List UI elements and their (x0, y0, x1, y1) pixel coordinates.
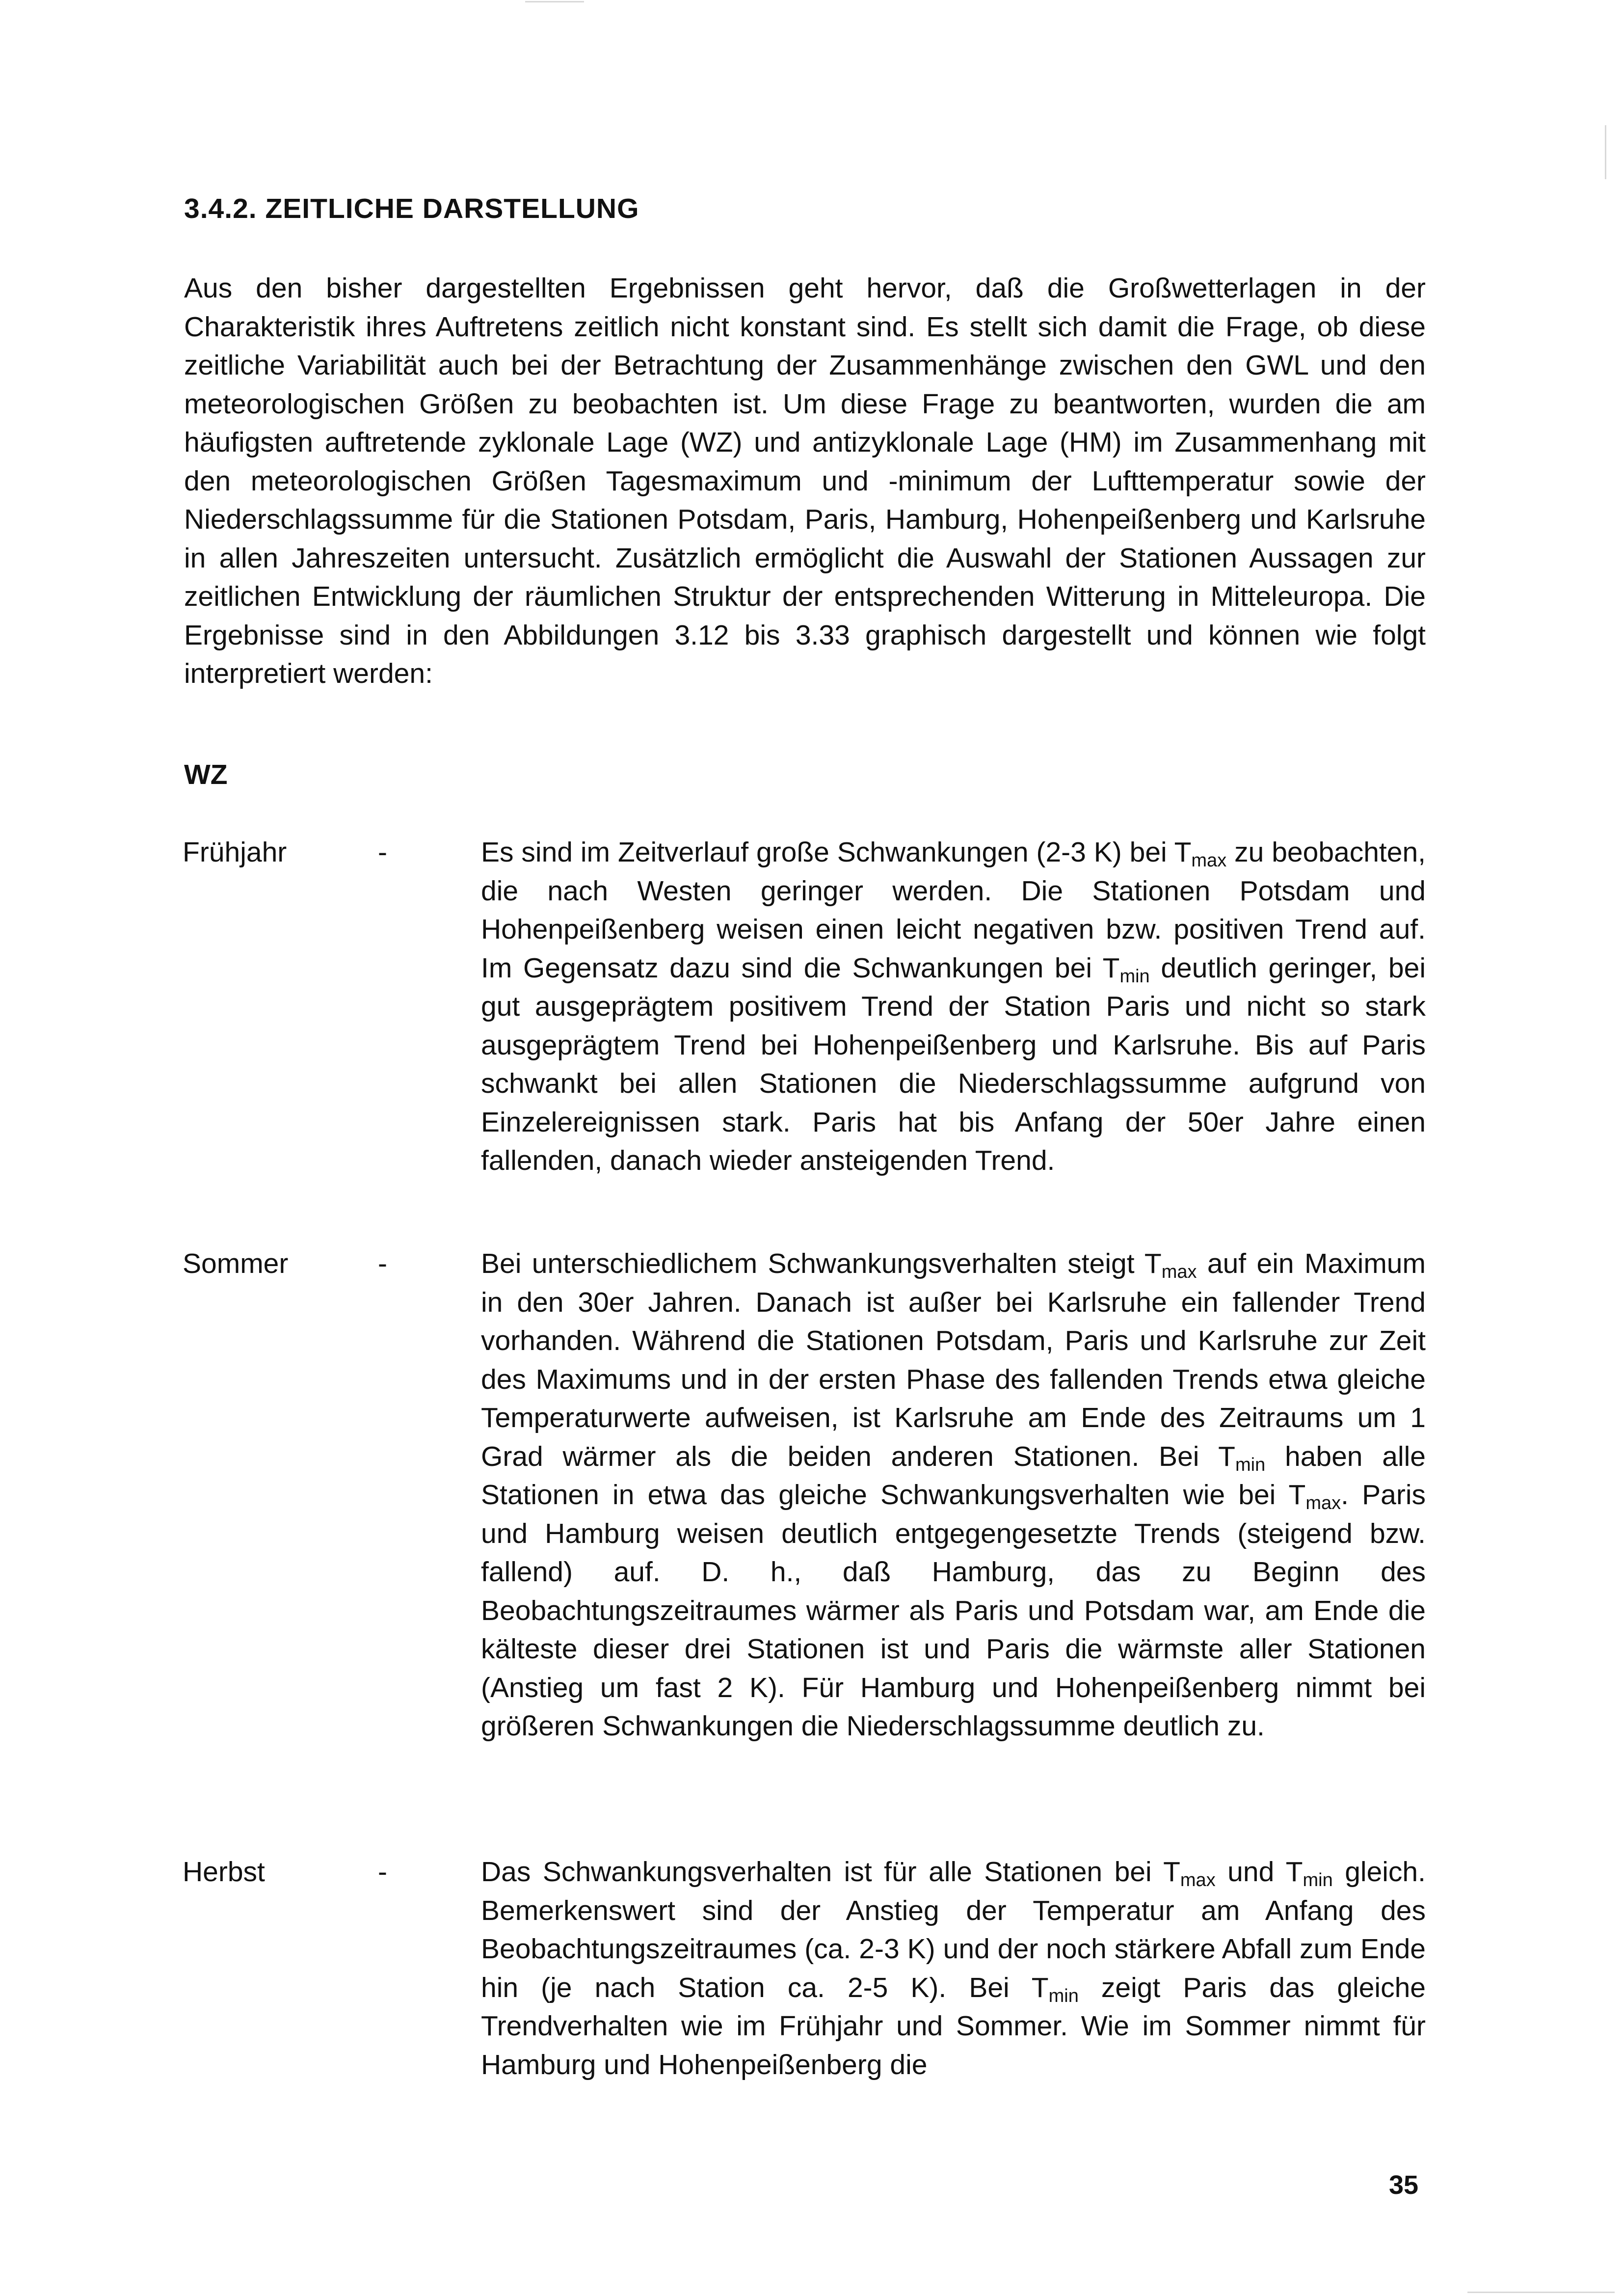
scan-artifact-line (525, 1, 584, 2)
season-dash: - (378, 837, 387, 868)
season-dash: - (378, 1856, 387, 1888)
section-heading: 3.4.2. ZEITLICHE DARSTELLUNG (184, 193, 639, 224)
wz-section-label: WZ (184, 759, 228, 790)
season-text-sommer: Bei unterschiedlichem Schwankungsverhalten steigt $T_{max}$ auf ein Maximum in den 30er Jahren. Danach ist außer bei Karlsruhe ein fallender Trend vorhanden. Während die Stationen Potsdam, Paris und Karlsruhe zur Zeit des Maximums und in der ersten Phase des fallenden Trends etwa gleiche Temperaturwerte aufweisen, ist Karlsruhe am Ende des Zeitraums um 1 Grad wärmer als die beiden anderen Stationen. Bei $T_{min}$ haben alle Stationen in etwa das gleiche Schwankungsverhalten wie bei $T_{max}$. Paris und Hamburg weisen deutlich entgegengesetzte Trends (steigend bzw. fallend) auf. D. h., daß Hamburg, das zu Beginn des Beobachtungszeitraumes wärmer als Paris und Potsdam war, am Ende die kälteste dieser drei Stationen ist und Paris die wärmste aller Stationen (Anstieg um fast 2 K). Für Hamburg und Hohenpeißenberg nimmt bei größeren Schwankungen die Niederschlagssumme deutlich zu. (481, 1248, 1426, 1742)
scan-artifact-line (1467, 2292, 1615, 2293)
intro-paragraph: Aus den bisher dargestellten Ergebnissen geht hervor, daß die Großwetterlagen in der Charakteristik ihres Auftretens zeitlich nicht konstant sind. Es stellt sich damit die Frage, ob diese zeitliche Variabilität auch bei der Betrachtung der Zusammenhänge zwischen den GWL und den meteorologischen Größen zu beobachten ist. Um diese Frage zu beantworten, wurden die am häufigsten auftretende zyklonale Lage (WZ) und antizyklonale Lage (HM) im Zusammenhang mit den meteorologischen Größen Tagesmaximum und -minimum der Lufttemperatur sowie der Niederschlagssumme für die Stationen Potsdam, Paris, Hamburg, Hohenpeißenberg und Karlsruhe in allen Jahreszeiten untersucht. Zusätzlich ermöglicht die Auswahl der Stationen Aussagen zur zeitlichen Entwicklung der räumlichen Struktur der entsprechenden Witterung in Mitteleuropa. Die Ergebnisse sind in den Abbildungen 3.12 bis 3.33 graphisch dargestellt und können wie folgt interpretiert werden: (184, 272, 1426, 689)
scan-artifact-line (1605, 125, 1606, 179)
season-dash: - (378, 1248, 387, 1279)
page-number: 35 (1389, 2170, 1419, 2200)
season-name-sommer: Sommer (183, 1248, 289, 1279)
season-text-herbst: Das Schwankungsverhalten ist für alle Stationen bei $T_{max}$ und $T_{min}$ gleich. Bemerkenswert sind der Anstieg der Temperatur am Anfang des Beobachtungszeitraumes (ca. 2-3 K) und der noch stärkere Abfall zum Ende hin (je nach Station ca. 2-5 K). Bei $T_{min}$ zeigt Paris das gleiche Trendverhalten wie im Frühjahr und Sommer. Wie im Sommer nimmt für Hamburg und Hohenpeißenberg die (481, 1856, 1426, 2080)
season-text-fruehjahr: Es sind im Zeitverlauf große Schwankungen (2-3 K) bei $T_{max}$ zu beobachten, die nach Westen geringer werden. Die Stationen Potsdam und Hohenpeißenberg weisen einen leicht negativen bzw. positiven Trend auf. Im Gegensatz dazu sind die Schwankungen bei $T_{min}$ deutlich geringer, bei gut ausgeprägtem positivem Trend der Station Paris und nicht so stark ausgeprägtem Trend bei Hohenpeißenberg und Karlsruhe. Bis auf Paris schwankt bei allen Stationen die Niederschlagssumme aufgrund von Einzelereignissen stark. Paris hat bis Anfang der 50er Jahre einen fallenden, danach wieder ansteigenden Trend. (481, 837, 1426, 1176)
season-name-fruehjahr: Frühjahr (183, 837, 287, 868)
season-name-herbst: Herbst (183, 1856, 265, 1888)
